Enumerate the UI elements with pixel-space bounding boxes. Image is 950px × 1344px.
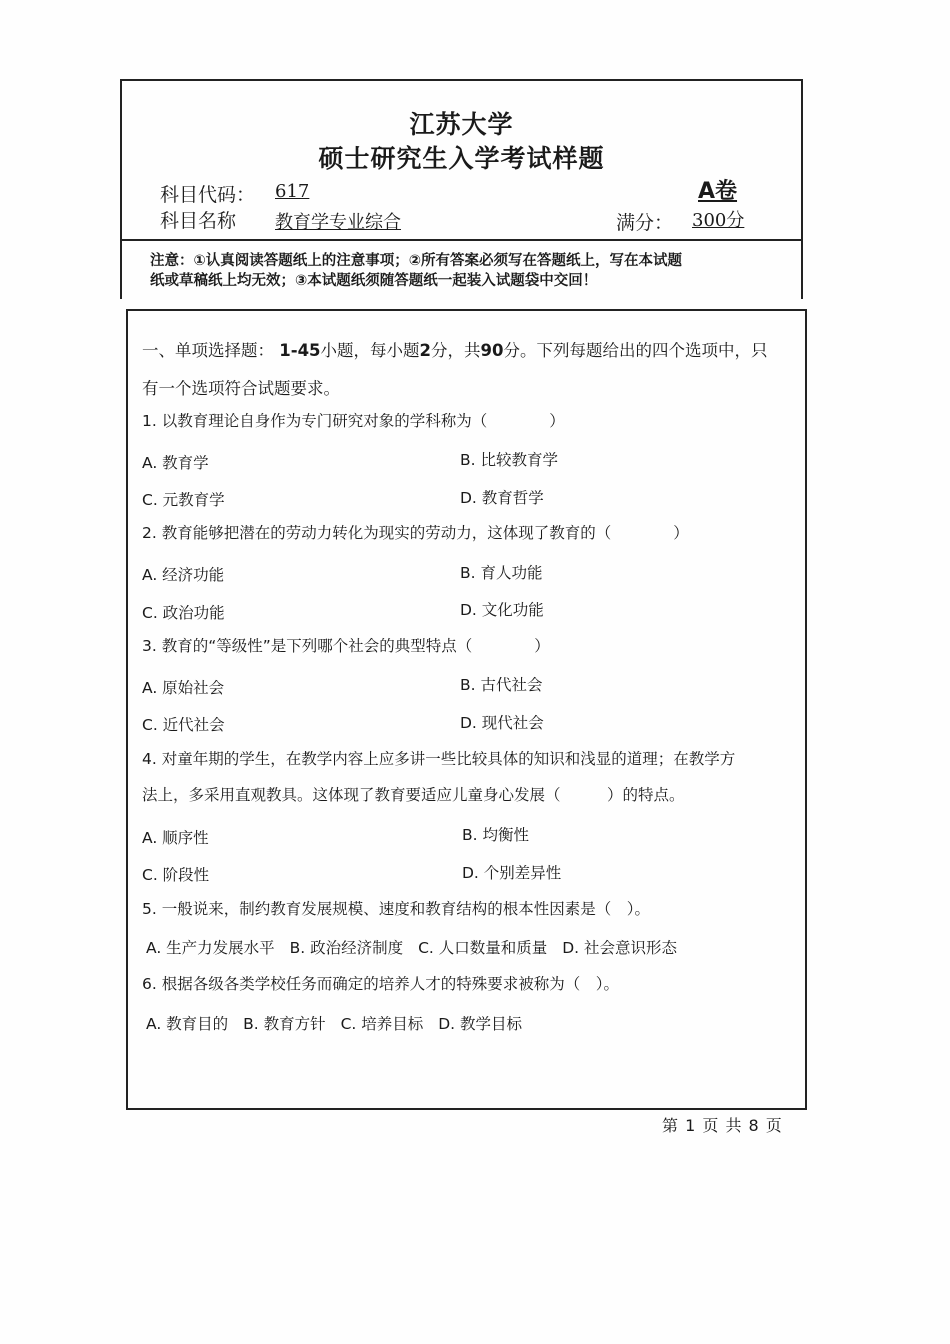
question-2-option-b: B. 育人功能 bbox=[460, 564, 543, 582]
question-4 bbox=[142, 741, 792, 813]
question-6-option-a: A. 教育目的 bbox=[146, 1015, 229, 1033]
question-5-option-c: C. 人口数量和质量 bbox=[418, 939, 548, 957]
question-4-option-c: C. 阶段性 bbox=[142, 866, 210, 884]
question-2-option-d: D. 文化功能 bbox=[460, 601, 544, 619]
question-3-option-d: D. 现代社会 bbox=[460, 714, 544, 732]
question-4-line-1: 4. 对童年期的学生，在教学内容上应多讲一些比较具体的知识和浅显的道理；在教学方 bbox=[142, 750, 736, 768]
section-heading-line-2: 有一个选项符合试题要求。 bbox=[142, 379, 340, 398]
question-5-option-b: B. 政治经济制度 bbox=[289, 939, 404, 957]
full-score-label: 满分： bbox=[616, 212, 674, 234]
exam-title: 硕士研究生入学考试样题 bbox=[318, 144, 605, 173]
page-indicator: 第 1 页 共 8 页 bbox=[662, 1116, 783, 1135]
subject-code: 617 bbox=[275, 181, 310, 202]
heading-points: 2 bbox=[419, 341, 432, 360]
question-6: 6. 根据各级各类学校任务而确定的培养人才的特殊要求被称为（ ）。 bbox=[142, 975, 619, 993]
question-6-option-c: C. 培养目标 bbox=[340, 1015, 424, 1033]
question-4-line-2: 法上，多采用直观教具。这体现了教育要适应儿童身心发展（ ）的特点。 bbox=[142, 786, 685, 804]
section-heading-line-1 bbox=[142, 332, 792, 370]
question-2: 2. 教育能够把潜在的劳动力转化为现实的劳动力，这体现了教育的（ ） bbox=[142, 524, 689, 542]
question-1-option-d: D. 教育哲学 bbox=[460, 489, 544, 507]
question-1-option-a: A. 教育学 bbox=[142, 454, 209, 472]
question-3: 3. 教育的“等级性”是下列哪个社会的典型特点（ ） bbox=[142, 637, 550, 655]
notice-line-2: 纸或草稿纸上均无效；③本试题纸须随答题纸一起装入试题袋中交回！ bbox=[150, 273, 598, 289]
heading-mid-2: 分，共 bbox=[431, 341, 481, 360]
university-name: 江苏大学 bbox=[409, 110, 514, 139]
exam-header bbox=[120, 79, 803, 299]
question-3-option-a: A. 原始社会 bbox=[142, 679, 225, 697]
section-heading bbox=[142, 332, 792, 408]
question-4-option-d: D. 个别差异性 bbox=[462, 864, 562, 882]
question-2-option-a: A. 经济功能 bbox=[142, 566, 225, 584]
question-4-option-b: B. 均衡性 bbox=[462, 826, 529, 844]
question-5-option-a: A. 生产力发展水平 bbox=[146, 939, 275, 957]
question-2-option-c: C. 政治功能 bbox=[142, 604, 225, 622]
question-6-option-d: D. 教学目标 bbox=[438, 1015, 522, 1033]
subject-name: 教育学专业综合 bbox=[275, 212, 401, 233]
question-6-options bbox=[146, 1012, 532, 1034]
notice-line-1: 注意：①认真阅读答题纸上的注意事项；②所有答案必须写在答题纸上，写在本试题 bbox=[150, 253, 683, 269]
exam-notice bbox=[150, 251, 770, 291]
header-divider bbox=[122, 239, 801, 241]
question-1: 1. 以教育理论自身作为专门研究对象的学科称为（ ） bbox=[142, 412, 565, 430]
question-6-option-b: B. 教育方针 bbox=[243, 1015, 326, 1033]
heading-range: 1-45 bbox=[279, 341, 321, 360]
question-5-options bbox=[146, 936, 687, 958]
question-3-option-b: B. 古代社会 bbox=[460, 676, 543, 694]
heading-total: 90 bbox=[480, 341, 504, 360]
question-3-option-c: C. 近代社会 bbox=[142, 716, 225, 734]
question-1-option-c: C. 元教育学 bbox=[142, 491, 225, 509]
subject-code-label: 科目代码： bbox=[160, 184, 256, 206]
heading-prefix: 一、单项选择题： bbox=[142, 341, 274, 360]
heading-mid-1: 小题，每小题 bbox=[320, 341, 420, 360]
full-score: 300分 bbox=[692, 210, 745, 231]
question-5-option-d: D. 社会意识形态 bbox=[562, 939, 677, 957]
subject-name-label: 科目名称 bbox=[160, 210, 237, 232]
heading-suffix: 分。下列每题给出的四个选项中，只 bbox=[503, 341, 768, 360]
question-5: 5. 一般说来，制约教育发展规模、速度和教育结构的根本性因素是（ ）。 bbox=[142, 900, 650, 918]
question-1-option-b: B. 比较教育学 bbox=[460, 451, 558, 469]
paper-label: A卷 bbox=[698, 179, 738, 204]
question-4-option-a: A. 顺序性 bbox=[142, 829, 209, 847]
